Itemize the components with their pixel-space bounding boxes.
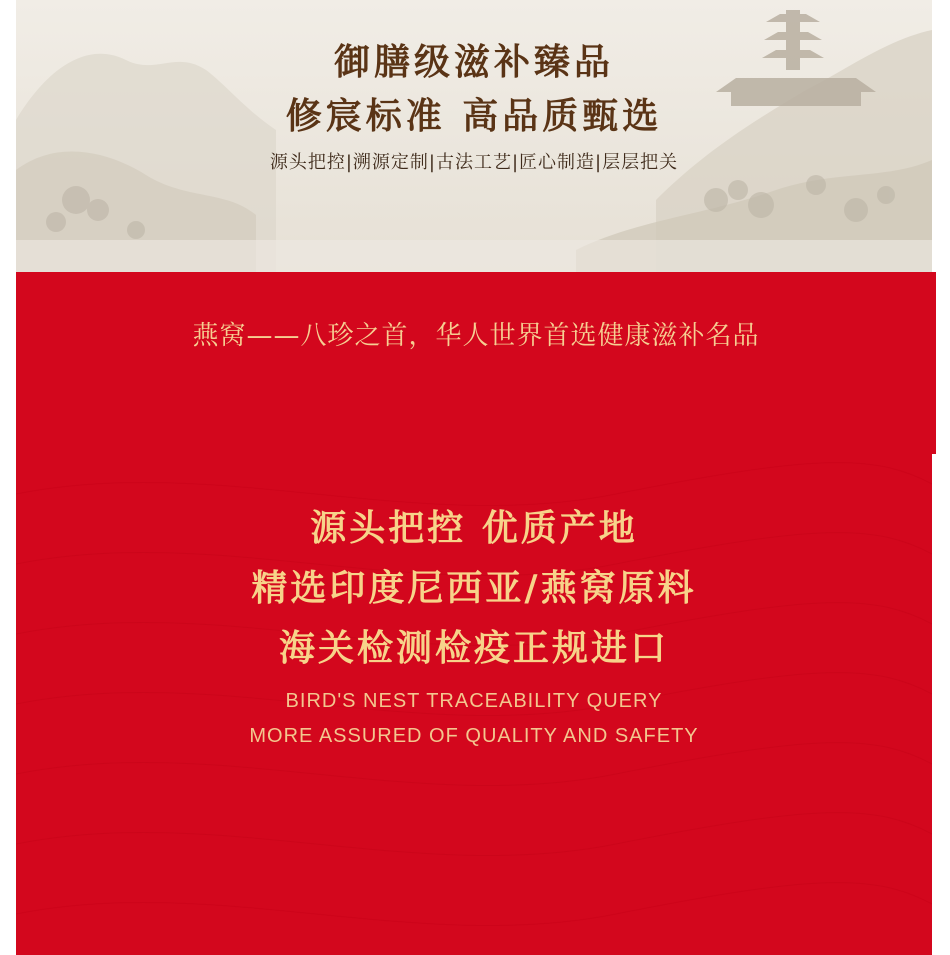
english-tagline-quality: MORE ASSURED OF QUALITY AND SAFETY	[249, 725, 699, 747]
landscape-banner	[16, 0, 932, 272]
feature-source-control: 源头把控 优质产地	[310, 508, 638, 549]
feature-panel	[16, 454, 932, 955]
intro-band	[16, 272, 936, 454]
intro-text: 燕窝——八珍之首，华人世界首选健康滋补名品	[192, 321, 760, 351]
feature-origin: 精选印度尼西亚/燕窝原料	[251, 568, 697, 609]
feature-tagline: 源头把控|溯源定制|古法工艺|匠心制造|层层把关	[269, 152, 679, 173]
feature-customs-inspection: 海关检测检疫正规进口	[278, 628, 669, 669]
headline-secondary: 修宸标准 高品质甄选	[285, 96, 663, 137]
english-tagline-traceability: BIRD'S NEST TRACEABILITY QUERY	[285, 690, 663, 712]
headline-primary: 御膳级滋补臻品	[333, 42, 614, 83]
